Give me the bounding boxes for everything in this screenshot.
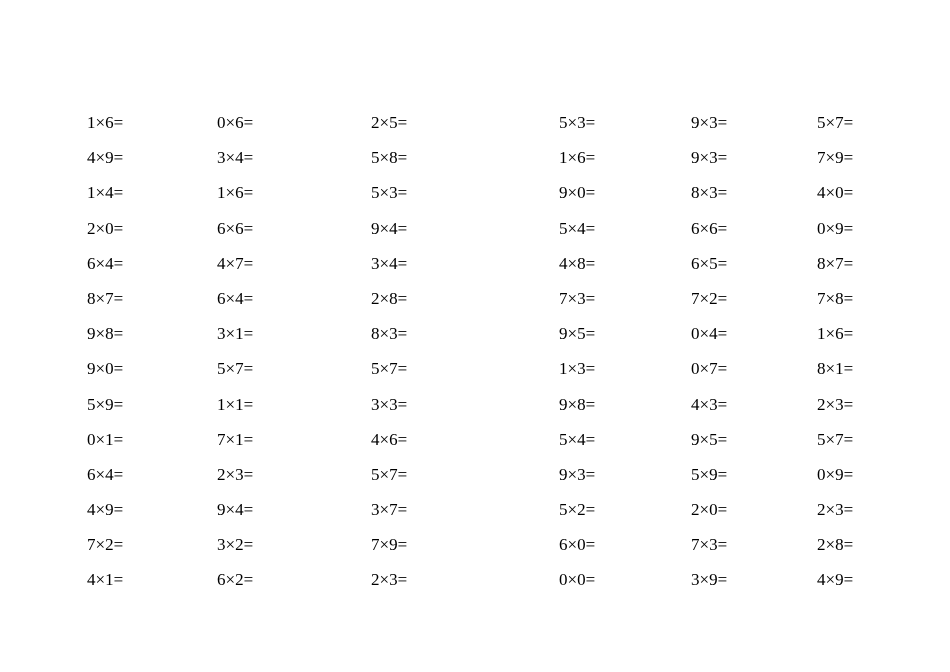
worksheet-row [0,569,950,604]
multiplication-problem: 1×4= [87,183,124,203]
multiplication-problem: 0×6= [217,113,254,132]
multiplication-problem: 6×0= [559,535,596,555]
multiplication-problem: 5×2= [559,500,596,520]
multiplication-problem: 1×6= [559,148,596,168]
worksheet-row [0,182,950,217]
multiplication-problem: 2×3= [371,570,408,590]
multiplication-problem: 6×4= [217,288,254,308]
worksheet-row [0,394,950,429]
multiplication-problem: 2×3= [817,394,854,414]
multiplication-problem: 5×8= [371,148,408,168]
multiplication-problem: 9×3= [691,113,728,132]
multiplication-problem: 5×3= [559,113,596,132]
multiplication-problem: 0×0= [559,570,596,590]
multiplication-problem: 5×7= [371,359,408,379]
multiplication-problem: 9×8= [87,324,124,344]
multiplication-problem: 4×7= [217,253,254,273]
multiplication-problem: 9×8= [559,394,596,414]
multiplication-problem: 0×4= [691,324,728,344]
multiplication-problem: 0×9= [817,464,854,484]
multiplication-problem: 1×6= [87,113,124,132]
multiplication-problem: 6×6= [691,218,728,238]
multiplication-problem: 9×3= [559,464,596,484]
multiplication-problem: 3×1= [217,324,254,344]
multiplication-problem: 9×4= [217,500,254,520]
multiplication-problem: 7×3= [559,288,596,308]
multiplication-problem: 4×8= [559,253,596,273]
multiplication-problem: 9×0= [87,359,124,379]
multiplication-problem: 7×9= [371,535,408,555]
worksheet-row [0,358,950,393]
multiplication-problem: 6×5= [691,253,728,273]
multiplication-problem: 5×9= [87,394,124,414]
multiplication-problem: 7×8= [817,288,854,308]
multiplication-problem: 4×9= [817,570,854,590]
multiplication-problem: 0×9= [817,218,854,238]
multiplication-problem: 8×3= [371,324,408,344]
multiplication-problem: 7×3= [691,535,728,555]
multiplication-problem: 1×1= [217,394,254,414]
multiplication-problem: 5×4= [559,218,596,238]
multiplication-problem: 4×0= [817,183,854,203]
multiplication-problem: 8×7= [87,288,124,308]
multiplication-problem: 1×6= [817,324,854,344]
worksheet-row [0,288,950,323]
multiplication-problem: 7×9= [817,148,854,168]
multiplication-problem: 9×0= [559,183,596,203]
multiplication-problem: 6×4= [87,464,124,484]
worksheet-row [0,253,950,288]
multiplication-problem: 7×2= [691,288,728,308]
worksheet-row [0,499,950,534]
multiplication-problem: 9×4= [371,218,408,238]
multiplication-problem: 4×9= [87,148,124,168]
multiplication-problem: 3×2= [217,535,254,555]
multiplication-problem: 5×7= [817,429,854,449]
multiplication-problem: 2×0= [87,218,124,238]
multiplication-problem: 7×1= [217,429,254,449]
multiplication-problem: 5×7= [217,359,254,379]
multiplication-problem: 8×3= [691,183,728,203]
multiplication-problem: 8×7= [817,253,854,273]
multiplication-problem: 2×3= [817,500,854,520]
multiplication-problem: 5×9= [691,464,728,484]
multiplication-problem: 2×0= [691,500,728,520]
multiplication-problem: 1×3= [559,359,596,379]
multiplication-problem: 4×6= [371,429,408,449]
multiplication-problem: 2×8= [371,288,408,308]
multiplication-problem: 3×3= [371,394,408,414]
multiplication-problem: 0×7= [691,359,728,379]
multiplication-problem: 4×9= [87,500,124,520]
multiplication-problem: 9×5= [559,324,596,344]
multiplication-problem: 8×1= [817,359,854,379]
multiplication-problem: 9×3= [691,148,728,168]
multiplication-problem: 2×3= [217,464,254,484]
multiplication-problem: 5×7= [817,113,854,132]
multiplication-problem: 9×5= [691,429,728,449]
worksheet-row [0,147,950,182]
multiplication-problem: 7×2= [87,535,124,555]
multiplication-problem: 3×4= [217,148,254,168]
multiplication-problem: 3×7= [371,500,408,520]
multiplication-problem: 1×6= [217,183,254,203]
multiplication-problem: 3×9= [691,570,728,590]
multiplication-problem: 4×1= [87,570,124,590]
multiplication-problem: 2×8= [817,535,854,555]
worksheet-row [0,112,950,147]
multiplication-worksheet [0,112,950,605]
multiplication-problem: 6×6= [217,218,254,238]
multiplication-problem: 6×2= [217,570,254,590]
worksheet-row [0,323,950,358]
worksheet-row [0,464,950,499]
worksheet-row [0,429,950,464]
multiplication-problem: 6×4= [87,253,124,273]
multiplication-problem: 0×1= [87,429,124,449]
multiplication-problem: 5×3= [371,183,408,203]
multiplication-problem: 4×3= [691,394,728,414]
multiplication-problem: 2×5= [371,113,408,132]
multiplication-problem: 5×7= [371,464,408,484]
worksheet-row [0,534,950,569]
worksheet-row [0,218,950,253]
multiplication-problem: 5×4= [559,429,596,449]
multiplication-problem: 3×4= [371,253,408,273]
